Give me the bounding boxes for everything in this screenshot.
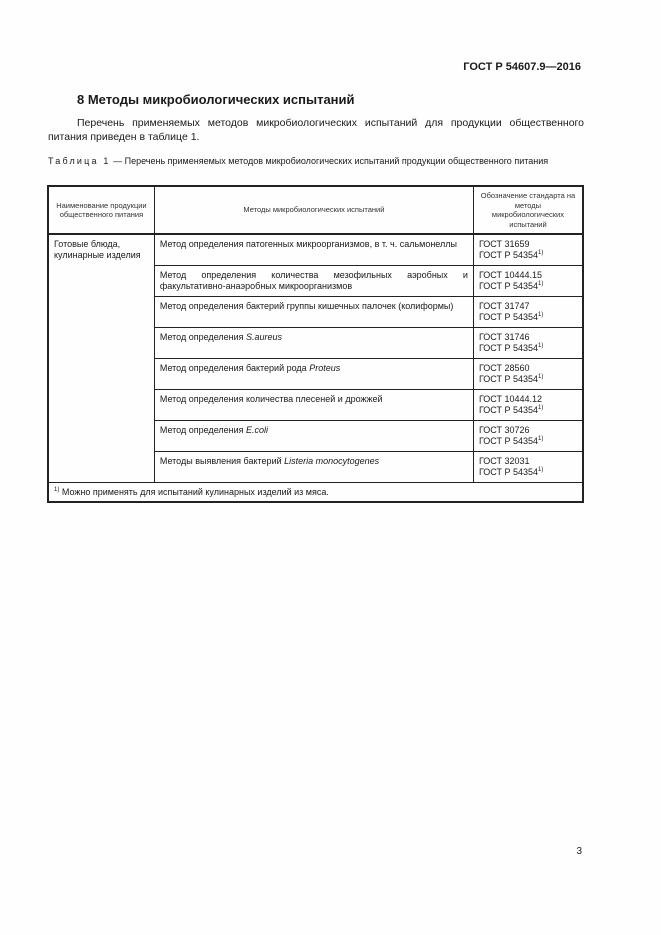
method-organism: S.aureus <box>246 332 283 342</box>
standard-secondary-text: ГОСТ Р 54354 <box>478 312 539 322</box>
method-text: Метод определения патогенных микроорганизмов, в т. ч. сальмонеллы <box>159 239 457 249</box>
table-caption-label: Таблица 1 <box>48 156 111 166</box>
standard-primary: ГОСТ 31659 <box>478 239 530 249</box>
standard-secondary <box>479 343 577 354</box>
footnote-text: Можно применять для испытаний кулинарных изделий из мяса. <box>59 487 329 497</box>
footnote-ref: 1) <box>538 343 544 349</box>
standard-secondary-text: ГОСТ Р 54354 <box>478 374 539 384</box>
standard-secondary-text: ГОСТ Р 54354 <box>478 250 539 260</box>
section-title: 8 Методы микробиологических испытаний <box>77 92 355 107</box>
standard-primary: ГОСТ 31747 <box>478 301 530 311</box>
method-text: Метод определения бактерий рода <box>159 363 310 373</box>
standard-cell <box>473 452 583 483</box>
intro-paragraph: Перечень применяемых методов микробиологических испытаний для продукции общественного питания приведен в таблице 1. <box>48 117 584 143</box>
standard-primary: ГОСТ 28560 <box>478 363 530 373</box>
table-row <box>48 234 583 266</box>
standard-secondary <box>479 436 577 447</box>
standard-cell <box>473 328 583 359</box>
method-cell <box>154 297 473 328</box>
footnote-ref: 1) <box>538 405 544 411</box>
standard-secondary <box>479 312 577 323</box>
footnote-ref: 1) <box>538 250 544 256</box>
footnote-mark: 1) <box>54 487 60 493</box>
standard-cell <box>473 297 583 328</box>
method-text: Метод определения количества мезофильных аэробных и факультативно-анаэробных микроорганизмов <box>159 270 468 291</box>
standard-secondary <box>479 374 577 385</box>
document-code: ГОСТ Р 54607.9—2016 <box>463 61 581 73</box>
method-text: Метод определения <box>159 425 247 435</box>
standard-primary: ГОСТ 10444.15 <box>478 270 543 280</box>
page-number: 3 <box>576 846 582 857</box>
standard-primary: ГОСТ 32031 <box>478 456 530 466</box>
header-product: Наименование продукции общественного питания <box>48 186 154 234</box>
standard-cell <box>473 390 583 421</box>
footnote-ref: 1) <box>538 374 544 380</box>
product-cell: Готовые блюда, кулинарные изделия <box>48 234 154 483</box>
footnote-row <box>48 483 583 503</box>
method-cell <box>154 390 473 421</box>
method-cell <box>154 452 473 483</box>
standard-secondary <box>479 250 577 261</box>
method-organism: E.coli <box>246 425 269 435</box>
footnote <box>48 483 583 503</box>
header-method: Методы микробиологических испытаний <box>154 186 473 234</box>
method-text: Метод определения <box>159 332 247 342</box>
standard-cell <box>473 359 583 390</box>
standard-cell <box>473 421 583 452</box>
table-caption <box>48 155 584 167</box>
standard-secondary-text: ГОСТ Р 54354 <box>478 343 539 353</box>
method-cell <box>154 266 473 297</box>
footnote-ref: 1) <box>538 436 544 442</box>
method-cell <box>154 328 473 359</box>
methods-table <box>47 185 584 503</box>
standard-secondary-text: ГОСТ Р 54354 <box>478 405 539 415</box>
standard-secondary <box>479 467 577 478</box>
method-text: Метод определения бактерий группы кишечных палочек (колиформы) <box>159 301 454 311</box>
method-organism: Listeria monocytogenes <box>284 456 380 466</box>
standard-cell <box>473 266 583 297</box>
standard-secondary <box>479 405 577 416</box>
method-cell <box>154 421 473 452</box>
method-organism: Proteus <box>309 363 341 373</box>
standard-secondary-text: ГОСТ Р 54354 <box>478 281 539 291</box>
method-cell <box>154 234 473 266</box>
method-text: Метод определения количества плесеней и дрожжей <box>159 394 383 404</box>
header-standard: Обозначение стандарта на методы микробиологических испытаний <box>473 186 583 234</box>
standard-cell <box>473 234 583 266</box>
standard-primary: ГОСТ 30726 <box>478 425 530 435</box>
method-text: Методы выявления бактерий <box>159 456 285 466</box>
standard-secondary <box>479 281 577 292</box>
table-header-row <box>48 186 583 234</box>
footnote-ref: 1) <box>538 312 544 318</box>
standard-secondary-text: ГОСТ Р 54354 <box>478 436 539 446</box>
table-caption-text: — Перечень применяемых методов микробиологических испытаний продукции общественного питания <box>110 156 549 166</box>
footnote-ref: 1) <box>538 467 544 473</box>
standard-secondary-text: ГОСТ Р 54354 <box>478 467 539 477</box>
footnote-ref: 1) <box>538 281 544 287</box>
standard-primary: ГОСТ 31746 <box>478 332 530 342</box>
standard-primary: ГОСТ 10444.12 <box>478 394 543 404</box>
method-cell <box>154 359 473 390</box>
